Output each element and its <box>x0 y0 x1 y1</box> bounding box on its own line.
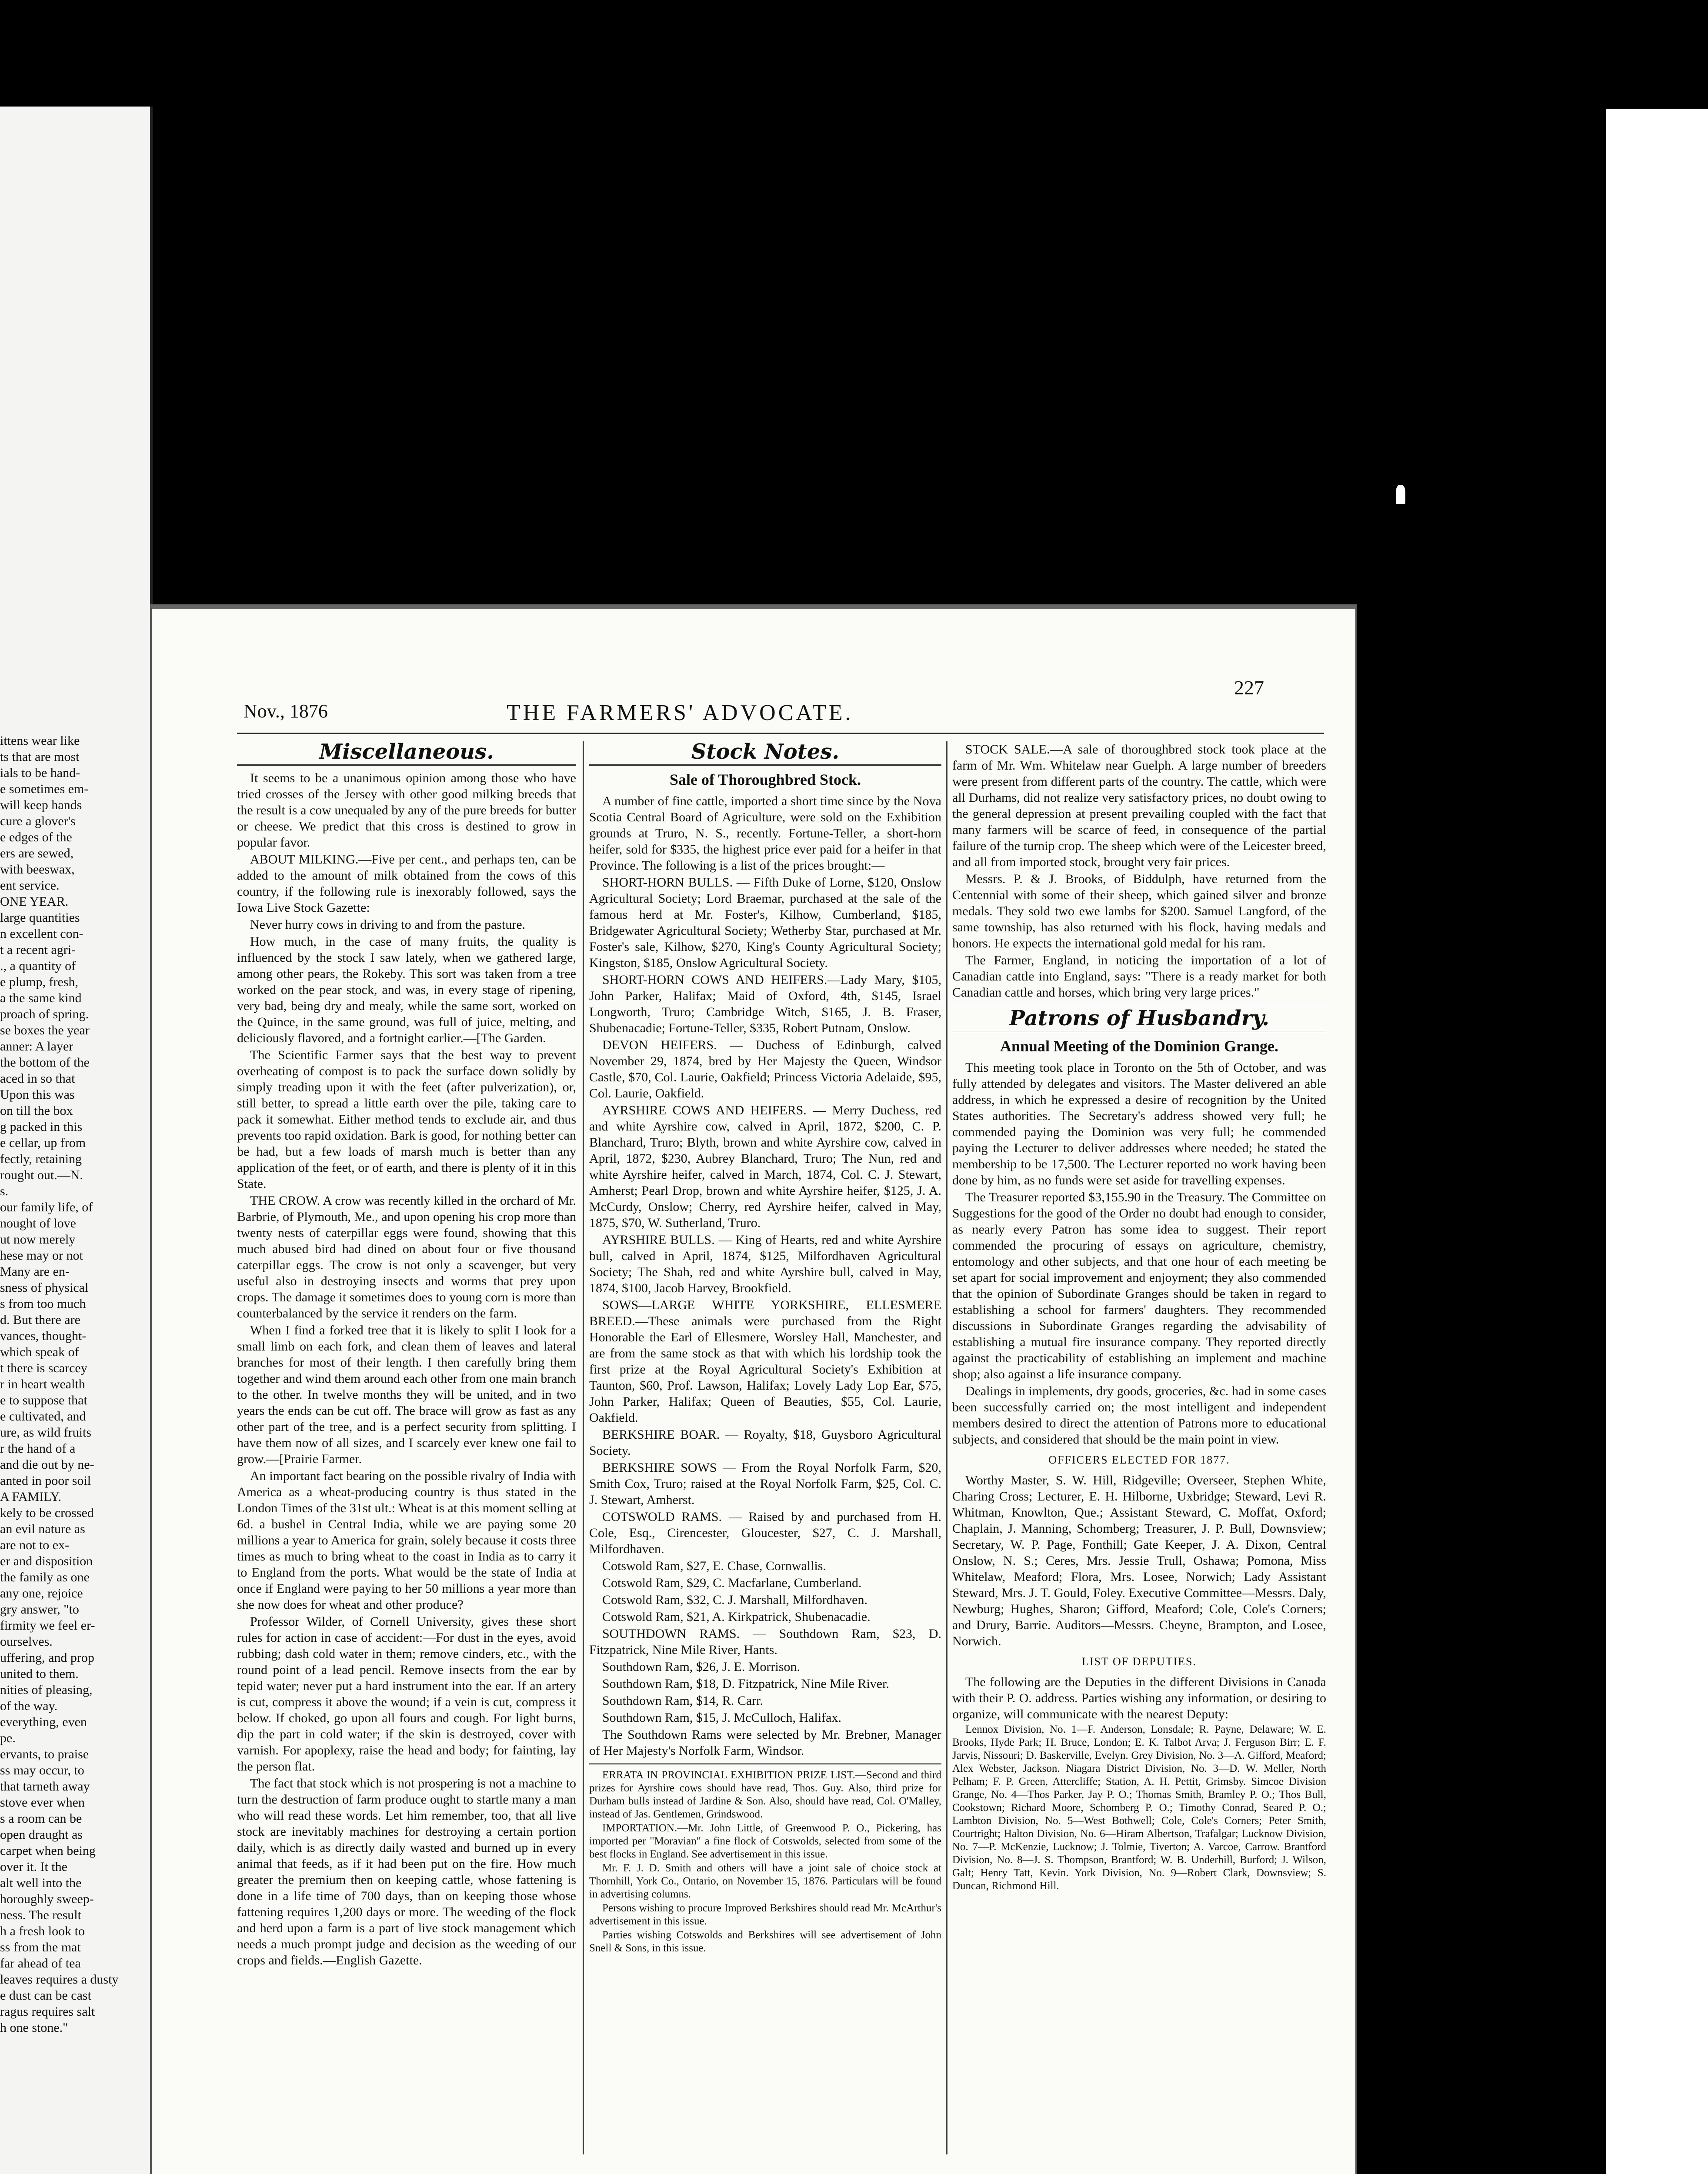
column-stock-notes <box>589 741 941 1956</box>
officers-list: Worthy Master, S. W. Hill, Ridgeville; Overseer, Stephen White, Charing Cross; Lecturer, E. H. Hilborne, Uxbridge; Steward, Levi R. Whitman, Knowlton, Que.; Assistant Steward, C. Moffat, Oxford; Chaplain, J. Manning, Schomberg; Treasurer, J. P. Bull, Downsview; Secretary, W. P. Page, Fonthill; Gate Keeper, J. A. Dixon, Central Onslow, N. S.; Ceres, Mrs. Jessie Trull, Oshawa; Pomona, Miss Whitelaw, Meaford; Flora, Mrs. Losee, Norwich; Lady Assistant Steward, Mrs. J. T. Gould, Foley. Executive Committee—Messrs. Daly, Newburg; Hughes, Sharon; Gifford, Meaford; Cole, Cole's Corners; and Drury, Barrie. Auditors—Messrs. Cheyne, Brampton, and Losee, Norwich. <box>952 1473 1326 1648</box>
paragraph: carpet when being <box>0 1844 96 1858</box>
paragraph: pe. <box>0 1731 16 1745</box>
paragraph: which speak of <box>0 1345 79 1359</box>
paragraph: n excellent con- <box>0 927 83 941</box>
paragraph: e edges of the <box>0 830 72 844</box>
paragraph: ent service. <box>0 878 60 893</box>
paragraph: THE CROW. A crow was recently killed in the orchard of Mr. Barbrie, of Plymouth, Me., and upon opening his crop more than twenty nests of caterpillar eggs were found, showing that this much abused bird had dined on about four or five thousand caterpillar eggs. The crow is not only a scavenger, but very useful also in destroying insects and worms that prey upon crops. The damage it sometimes does to young corn is more than counterbalanced by the service it renders on the farm. <box>237 1194 576 1320</box>
paragraph: of the way. <box>0 1699 58 1713</box>
paragraph: Southdown Ram, $14, R. Carr. <box>602 1694 764 1708</box>
paragraph: STOCK SALE.—A sale of thoroughbred stock took place at the farm of Mr. Wm. Whitelaw near Guelph. A large number of breeders were present from different parts of the country. The cattle, which were all Durhams, did not realize very satisfactory prices, no doubt owing to the general depression at present prevailing coupled with the fact that many farmers will be scarce of feed, in consequence of the partial failure of the turnip crop. The sheep which were of the Leicester breed, and all from imported stock, brought very fair prices. <box>952 742 1326 869</box>
paragraph: s. <box>0 1184 9 1198</box>
article-title-grange: Annual Meeting of the Dominion Grange. <box>1000 1037 1278 1055</box>
paragraph: r the hand of a <box>0 1441 76 1456</box>
paragraph: Dealings in implements, dry goods, groceries, &c. had in some cases been successfully carried on; the most intelligent and independent members desired to direct the attention of Patrons more to educational subjects, and considered that should be the main point in view. <box>952 1384 1326 1447</box>
paragraph: kely to be crossed <box>0 1506 94 1520</box>
paragraph: a the same kind <box>0 991 82 1005</box>
column-divider <box>946 741 947 2154</box>
paragraph: Southdown Ram, $18, D. Fitzpatrick, Nine Mile River. <box>602 1677 889 1691</box>
paragraph: firmity we feel er- <box>0 1618 95 1633</box>
paragraph: ittens wear like <box>0 734 80 748</box>
section-rule <box>237 764 576 766</box>
article-title-sale: Sale of Thoroughbred Stock. <box>669 771 861 788</box>
section-rule <box>952 1031 1326 1032</box>
left-page-text <box>0 733 143 2036</box>
paragraph: AYRSHIRE COWS AND HEIFERS. — Merry Duchess, red and white Ayrshire cow, calved in April, 1872, $200, C. P. Blanchard, Truro; Blyth, brown and white Ayrshire cow, calved in April, 1872, $230, Aubrey Blanchard, Truro; The Nun, red and white Ayrshire heifer, calved in March, 1874, Col. C. J. Stewart, Amherst; Pearl Drop, brown and white Ayrshire heifer, $125, J. A. McCurdy, Onslow; Cherry, red Ayrshire heifer, calved in May, 1875, $70, W. Sutherland, Truro. <box>589 1103 941 1230</box>
page-number: 227 <box>1234 677 1264 699</box>
paragraph: t there is scarcey <box>0 1361 87 1375</box>
paragraph: The fact that stock which is not prospering is not a machine to turn the destruction of farm produce ought to startle many a man who will read these words. Let him remember, too, that all live stock are inevitably machines for destroying a certain portion daily, which is as directly daily wasted and burned up in every animal that feeds, as if it had been put on the fire. How much greater the premium then on keeping cattle, whose fattening is done in a life time of 700 days, than on keeping those whose fattening requires 1,200 days or more. The weeding of the flock and herd upon a farm is a part of live stock management which needs a much prompt judge and decision as the weeding of our crops and fields.—English Gazette. <box>237 1776 576 1967</box>
paragraph: ONE YEAR. <box>0 894 69 909</box>
paragraph: gry answer, "to <box>0 1602 79 1617</box>
paragraph: everything, even <box>0 1715 87 1729</box>
miscellaneous-body <box>237 770 576 1968</box>
paragraph: Cotswold Ram, $29, C. Macfarlane, Cumberland. <box>602 1576 862 1590</box>
paragraph: The Southdown Rams were selected by Mr. Brebner, Manager of Her Majesty's Norfolk Farm, Windsor. <box>589 1727 941 1758</box>
paragraph: horoughly sweep- <box>0 1892 94 1906</box>
paragraph: ERRATA IN PROVINCIAL EXHIBITION PRIZE LIST.—Second and third prizes for Ayrshire cows should have read, Thos. Guy. Also, third prize for Durham bulls instead of Jardine & Son. Also, should have read, Col. O'Malley, instead of Jas. Gentlemen, Grindswood. <box>589 1769 941 1820</box>
paragraph: Cotswold Ram, $32, C. J. Marshall, Milfordhaven. <box>602 1593 867 1607</box>
paragraph: Persons wishing to procure Improved Berkshires should read Mr. McArthur's advertisement in this issue. <box>589 1902 941 1927</box>
paragraph: s from too much <box>0 1297 86 1311</box>
paragraph: e dust can be cast <box>0 1988 91 2003</box>
paragraph: ure, as wild fruits <box>0 1425 91 1440</box>
deputies-heading: LIST OF DEPUTIES. <box>1082 1655 1197 1668</box>
paragraph: The Treasurer reported $3,155.90 in the Treasury. The Committee on Suggestions for the good of the Order no doubt had enough to consider, as nearly every Patron has some idea to suggest. Their report commended the procuring of essays on agriculture, chemistry, entomology and other subjects, and that one hour of each meeting be set apart for social improvement and enjoyment; they also commended that the opinion of Subordinate Granges should be taken in regard to establishing a school for farmers' daughters. They recommended discussions in Subordinate Granges regarding the advisability of establishing a mutual fire insurance company. They reported directly against the practicability of establishing an implement and machine shop; also against a life insurance company. <box>952 1190 1326 1381</box>
paragraph: BERKSHIRE SOWS — From the Royal Norfolk Farm, $20, Smith Cox, Truro; raised at the Royal Norfolk Farm, $25, Col. C. J. Stewart, Amherst. <box>589 1460 941 1507</box>
column-divider <box>583 741 584 2154</box>
paragraph: an evil nature as <box>0 1522 85 1536</box>
paragraph: It seems to be a unanimous opinion among those who have tried crosses of the Jersey with other good milking breeds that the result is a cow unequaled by any of the pure breeds for butter or cheese. We predict that this cross is destined to grow in popular favor. <box>237 771 576 850</box>
paragraph: BERKSHIRE BOAR. — Royalty, $18, Guysboro Agricultural Society. <box>589 1427 941 1458</box>
paragraph: er and disposition <box>0 1554 93 1568</box>
paragraph: are not to ex- <box>0 1538 70 1552</box>
paragraph: aced in so that <box>0 1071 75 1086</box>
paragraph: Southdown Ram, $26, J. E. Morrison. <box>602 1660 801 1674</box>
paragraph: Professor Wilder, of Cornell University, gives these short rules for action in case of accident:—For dust in the eyes, avoid rubbing; dash cold water in them; remove cinders, etc., with the round point of a lead pencil. Remove insects from the ear by tepid water; never put a hard instrument into the ear. If an artery is cut, compress it above the wound; if a vein is cut, compress it below. If choked, go upon all fours and cough. For light burns, dip the part in cold water; if the skin is destroyed, cover with varnish. For apoplexy, raise the head and body; for fainting, lay the person flat. <box>237 1614 576 1774</box>
deputies-list: Lennox Division, No. 1—F. Anderson, Lonsdale; R. Payne, Delaware; W. E. Brooks, Hyde Park; H. Bruce, London; E. K. Talbot Arva; J. Ferguson Birr; E. F. Jarvis, Nissouri; D. Baskerville, Evelyn. Grey Division, No. 3—A. Gifford, Meaford; Alex Webster, Jackson. Niagara District Division, No. 3—D. W. Meller, North Pelham; F. P. Green, Attercliffe; Station, A. H. Pettit, Grimsby. Simcoe Division Grange, No. 4—Thos Parker, Jay P. O.; Thomas Smith, Bramley P. O.; Thos Bull, Cookstown; Richard Moore, Schomberg P. O.; Timothy Conrad, Seared P. O.; Lambton Division, No. 5—West Bothwell; Cole, Cole's Corners; Peter Smith, Courtright; Halton Division, No. 6—Hiram Albertson, Trafalgar; Lucknow Division, No. 7—P. McKenzie, Lucknow; J. Tolmie, Tiverton; A. Varcoe, Carrow. Brantford Division, No. 8—J. S. Thompson, Brantford; W. B. Underhill, Burford; J. Wilson, Galt; Henry Tatt, Kevin. York Division, No. 9—Robert Clark, Downsview; S. Duncan, Richmond Hill. <box>952 1724 1326 1892</box>
section-title-stock-notes: Stock Notes. <box>691 740 840 764</box>
paragraph: sness of physical <box>0 1280 89 1295</box>
paragraph: ials to be hand- <box>0 766 80 780</box>
paragraph: on till the box <box>0 1104 73 1118</box>
paragraph: cure a glover's <box>0 814 76 828</box>
grange-body <box>952 1060 1326 1447</box>
paragraph: proach of spring. <box>0 1007 89 1021</box>
paragraph: SHORT-HORN BULLS. — Fifth Duke of Lorne, $120, Onslow Agricultural Society; Lord Braemar, purchased at the sale of the famous herd at Mr. Foster's, Kilhow, Cumberland, $185, Bridgewater Agricultural Society; Wetherby Star, purchased at Mr. Foster's sale, Kilhow, $270, King's County Agricultural Society; Kingston, $185, Onslow Agricultural Society. <box>589 875 941 970</box>
paragraph: fectly, retaining <box>0 1152 82 1166</box>
paragraph: nities of pleasing, <box>0 1683 93 1697</box>
paragraph: ss may occur, to <box>0 1763 84 1777</box>
paragraph: SOWS—LARGE WHITE YORKSHIRE, ELLESMERE BREED.—These animals were purchased from the Right Honorable the Earl of Ellesmere, Worsley Hall, Manchester, and are from the same stock as that with which his lordship took the first prize at the Royal Agricultural Society's Exhibition at Taunton, $60, Prof. Lawson, Halifax; Lovely Lady Lop Ear, $75, John Parker, Halifax; Queen of Beauties, $55, Col. Laurie, Oakfield. <box>589 1298 941 1425</box>
paragraph: An important fact bearing on the possible rivalry of India with America as a wheat-producing country is thus stated in the London Times of the 31st ult.: Wheat is at this moment selling at 6d. a bushel in Central India, while we are paying some 20 millions a year to America for grain, solely because it costs three times as much to bring wheat to the coast in India as to carry it to England from the ports. What would be the state of India at once if England were paying to her 50 millions a year more than she now does for wheat and other produce? <box>237 1469 576 1612</box>
paragraph: r in heart wealth <box>0 1377 85 1391</box>
paragraph: ss from the mat <box>0 1940 81 1954</box>
section-title-miscellaneous: Miscellaneous. <box>319 740 494 764</box>
paragraph: large quantities <box>0 910 80 925</box>
paragraph: hese may or not <box>0 1248 83 1263</box>
header-rule <box>237 733 1324 734</box>
paragraph: Upon this was <box>0 1087 75 1102</box>
paragraph: leaves requires a dusty <box>0 1972 119 1987</box>
paragraph: and die out by ne- <box>0 1457 94 1472</box>
section-rule <box>589 1763 941 1764</box>
paragraph: ts that are most <box>0 750 80 764</box>
paragraph: e sometimes em- <box>0 782 89 796</box>
stock-notes-body <box>589 793 941 1759</box>
paragraph: ., a quantity of <box>0 959 76 973</box>
paragraph: This meeting took place in Toronto on the 5th of October, and was fully attended by delegates and visitors. The Master delivered an able address, in which he expressed a desire of recognition by the United States authorities. The Secretary's address showed very full; he commended paying the Dominion was very full; he commended paying the Lecturer to deliver addresses where needed; he stated the membership to be 17,500. The Lecturer reported no work having been done by him, as no funds were set aside for travelling expenses. <box>952 1060 1326 1187</box>
film-mark <box>1396 485 1405 504</box>
paragraph: AYRSHIRE BULLS. — King of Hearts, red and white Ayrshire bull, calved in April, 1874, $125, Milfordhaven Agricultural Society; The Shah, red and white Ayrshire bull, calved in May, 1874, $100, Jacob Harvey, Brookfield. <box>589 1233 941 1295</box>
paragraph: SOUTHDOWN RAMS. — Southdown Ram, $23, D. Fitzpatrick, Nine Mile River, Hants. <box>589 1627 941 1657</box>
column-miscellaneous <box>237 741 576 1969</box>
paragraph: open draught as <box>0 1827 83 1842</box>
paragraph: uffering, and prop <box>0 1651 94 1665</box>
column-patrons <box>952 741 1326 1894</box>
paragraph: IMPORTATION.—Mr. John Little, of Greenwood P. O., Pickering, has imported per "Moravian" a fine flock of Cotswolds, selected from some of the best flocks in England. See advertisement in this issue. <box>589 1822 941 1860</box>
stock-notes-footnotes <box>589 1769 941 1955</box>
section-rule <box>589 764 941 766</box>
paragraph: anted in poor soil <box>0 1474 91 1488</box>
paragraph: the bottom of the <box>0 1055 90 1070</box>
paragraph: t a recent agri- <box>0 943 76 957</box>
paragraph: ABOUT MILKING.—Five per cent., and perhaps ten, can be added to the amount of milk obtained from the cows of this country, if the following rule is inexorably followed, says the Iowa Live Stock Gazette: <box>237 852 576 915</box>
paragraph: ness. The result <box>0 1908 81 1922</box>
paragraph: Southdown Ram, $15, J. McCulloch, Halifax. <box>602 1711 841 1725</box>
paragraph: e to suppose that <box>0 1393 87 1407</box>
paragraph: Many are en- <box>0 1264 70 1279</box>
paragraph: over it. It the <box>0 1860 67 1874</box>
officers-heading: OFFICERS ELECTED FOR 1877. <box>1048 1454 1230 1466</box>
right-page-strip <box>1606 109 1708 2174</box>
paragraph: ragus requires salt <box>0 2004 95 2019</box>
paragraph: Cotswold Ram, $21, A. Kirkpatrick, Shubenacadie. <box>602 1610 871 1624</box>
paragraph: ourselves. <box>0 1634 53 1649</box>
paragraph: Parties wishing Cotswolds and Berkshires will see advertisement of John Snell & Sons, in this issue. <box>589 1929 941 1954</box>
deputies-intro: The following are the Deputies in the different Divisions in Canada with their P. O. address. Parties wishing any information, or desiring to organize, will communicate with the nearest Deputy: <box>952 1675 1326 1721</box>
paragraph: our family life, of <box>0 1200 93 1214</box>
paragraph: ers are sewed, <box>0 846 74 860</box>
paragraph: When I find a forked tree that it is likely to split I look for a small limb on each fork, and clean them of leaves and lateral branches for most of their length. I then carefully bring them together and wind them around each other from one main branch to the other. In twelve months they will be united, and in two years the ends can be cut off. The brace will grow as fast as any other part of the tree, and is a perfect security from splitting. I have them now of all sizes, and I scarcely ever knew one fail to grow.—[Prairie Farmer. <box>237 1323 576 1466</box>
paragraph: COTSWOLD RAMS. — Raised by and purchased from H. Cole, Esq., Cirencester, Gloucester, $27, C. J. Marshall, Milfordhaven. <box>589 1510 941 1556</box>
paragraph: g packed in this <box>0 1120 83 1134</box>
paragraph: stove ever when <box>0 1795 85 1810</box>
paragraph: se boxes the year <box>0 1023 90 1037</box>
left-page-fragment <box>0 107 153 2174</box>
paragraph: h a fresh look to <box>0 1924 85 1938</box>
paragraph: any one, rejoice <box>0 1586 83 1600</box>
paragraph: How much, in the case of many fruits, the quality is influenced by the stock I saw lately, when we gathered large, among other pears, the Rokeby. This sort was taken from a tree worked on the pear stock, and was, in every stage of ripening, very bad, being dry and mealy, while the same sort, worked on the Quince, in the same ground, was full of juice, melting, and deliciously flavored, and a fortnight earlier.—[The Garden. <box>237 934 576 1045</box>
paragraph: Messrs. P. & J. Brooks, of Biddulph, have returned from the Centennial with some of their sheep, which gained silver and bronze medals. They sold two ewe lambs for $200. Samuel Langford, of the same township, has also returned with his flock, having medals and honors. He expects the international gold medal for his ram. <box>952 872 1326 950</box>
paragraph: d. But there are <box>0 1313 80 1327</box>
paragraph: the family as one <box>0 1570 90 1584</box>
section-title-patrons: Patrons of Husbandry. <box>1009 1006 1270 1030</box>
paragraph: The Farmer, England, in noticing the importation of a lot of Canadian cattle into England, says: "There is a ready market for both Canadian cattle and horses, which bring very large prices." <box>952 953 1326 1000</box>
paragraph: vances, thought- <box>0 1329 87 1343</box>
paragraph: alt well into the <box>0 1876 82 1890</box>
paragraph: will keep hands <box>0 798 82 812</box>
paragraph: Mr. F. J. D. Smith and others will have a joint sale of choice stock at Thornhill, York Co., Ontario, on November 15, 1876. Particulars will be found in advertising columns. <box>589 1862 941 1900</box>
paragraph: SHORT-HORN COWS AND HEIFERS.—Lady Mary, $105, John Parker, Halifax; Maid of Oxford, 4th, $145, Israel Longworth, Truro; Cambridge Witch, $165, J. B. Fraser, Shubenacadie; Fortune-Teller, $335, Robert Putnam, Onslow. <box>589 973 941 1035</box>
paragraph: Cotswold Ram, $27, E. Chase, Cornwallis. <box>602 1559 826 1573</box>
paragraph: far ahead of tea <box>0 1956 81 1971</box>
stock-sale-body <box>952 741 1326 1000</box>
paragraph: s a room can be <box>0 1811 82 1826</box>
paragraph: h one stone." <box>0 2021 68 2035</box>
paragraph: A FAMILY. <box>0 1490 61 1504</box>
paragraph: rought out.—N. <box>0 1168 83 1182</box>
paragraph: anner: A layer <box>0 1039 73 1054</box>
paragraph: The Scientific Farmer says that the best way to prevent overheating of compost is to pack the surface down solidly by simply treading upon it with the feet (after pulverization), or, still better, to spread a little earth over the pile, taking care to pack it somewhat. Either method tends to exclude air, and thus prevents too rapid oxidation. Bark is good, for nothing better can be had, but a few loads of marsh much is better than any application of the feet, or of earth, and there is plenty of it in this State. <box>237 1048 576 1191</box>
paragraph: e plump, fresh, <box>0 975 78 989</box>
header-title: THE FARMERS' ADVOCATE. <box>507 700 854 725</box>
paragraph: ervants, to praise <box>0 1747 89 1761</box>
paragraph: A number of fine cattle, imported a short time since by the Nova Scotia Central Board of Agriculture, were sold on the Exhibition grounds at Truro, N. S., recently. Fortune-Teller, a short-horn heifer, sold for $335, the highest price ever paid for a heifer in that Province. The following is a list of the prices brought:— <box>589 794 941 873</box>
paragraph: e cultivated, and <box>0 1409 86 1424</box>
paragraph: united to them. <box>0 1667 79 1681</box>
paragraph: DEVON HEIFERS. — Duchess of Edinburgh, calved November 29, 1874, bred by Her Majesty the Queen, Windsor Castle, $70, Col. Laurie, Oakfield; Princess Victoria Adelaide, $95, Col. Laurie, Oakfield. <box>589 1038 941 1100</box>
paragraph: with beeswax, <box>0 862 75 877</box>
paragraph: nought of love <box>0 1216 76 1230</box>
paragraph: e cellar, up from <box>0 1136 86 1150</box>
paragraph: ut now merely <box>0 1232 76 1247</box>
paragraph: that tarneth away <box>0 1779 90 1794</box>
header-date: Nov., 1876 <box>244 700 328 722</box>
paragraph: Never hurry cows in driving to and from the pasture. <box>250 917 526 932</box>
